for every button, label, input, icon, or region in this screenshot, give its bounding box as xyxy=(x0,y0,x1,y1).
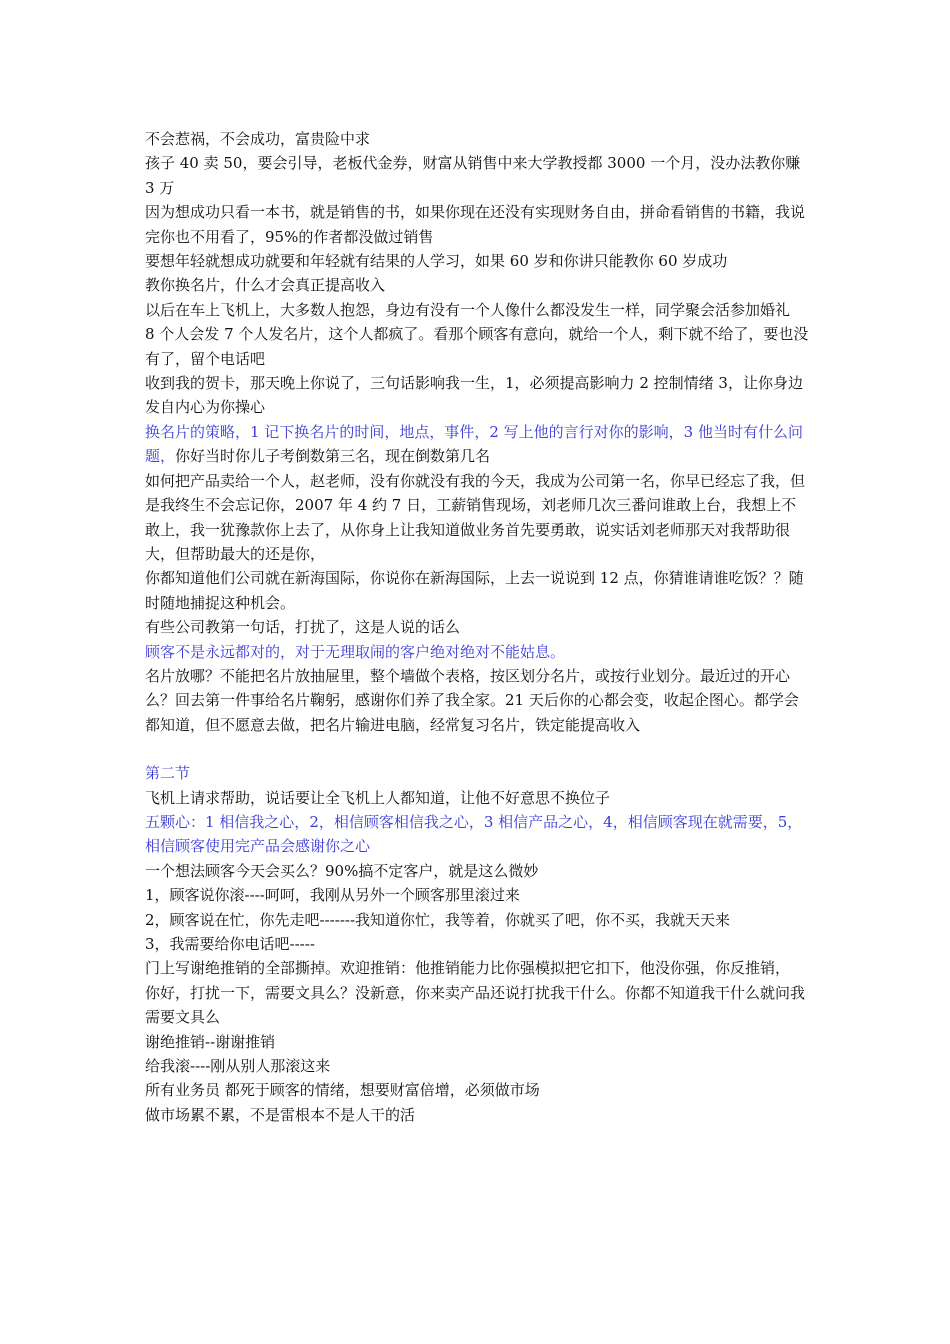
body-text: 以后在车上飞机上，大多数人抱怨，身边有没有一个人像什么都没发生一样，同学聚会活参加婚礼 xyxy=(145,300,791,319)
paragraph xyxy=(145,761,810,785)
paragraph xyxy=(145,1103,810,1127)
body-text: 给我滚----刚从别人那滚这来 xyxy=(145,1057,331,1076)
paragraph xyxy=(145,981,810,1030)
body-text: 8 个人会发 7 个人发名片，这个人都疯了。看那个顾客有意向，就给一个人，剩下就不给了，要也没有了，留个电话吧 xyxy=(145,325,809,368)
paragraph xyxy=(145,786,810,810)
paragraph xyxy=(145,469,810,567)
paragraph xyxy=(145,664,810,737)
paragraph xyxy=(145,932,810,956)
paragraph xyxy=(145,151,810,200)
paragraph xyxy=(145,615,810,639)
body-text: 有些公司教第一句话，打扰了，这是人说的话么 xyxy=(145,618,461,637)
body-text: 要想年轻就想成功就要和年轻就有结果的人学习，如果 60 岁和你讲只能教你 60 岁成功 xyxy=(145,252,728,271)
highlighted-text: 五颗心：1 相信我之心，2，相信顾客相信我之心，3 相信产品之心，4，相信顾客现在就需要，5，相信顾客使用完产品会感谢你之心 xyxy=(145,812,803,856)
paragraph xyxy=(145,371,810,420)
body-text: 孩子 40 卖 50，要会引导，老板代金券，财富从销售中来大学教授都 3000 一个月，没办法教你赚 3 万 xyxy=(145,154,801,197)
paragraph xyxy=(145,908,810,932)
body-text: 飞机上请求帮助，说话要让全飞机上人都知道，让他不好意思不换位子 xyxy=(145,788,611,807)
document-page xyxy=(145,127,810,1127)
body-text: 因为想成功只看一本书，就是销售的书，如果你现在还没有实现财务自由，拼命看销售的书籍，我说完你也不用看了，95%的作者都没做过销售 xyxy=(145,203,806,246)
highlighted-text: 顾客不是永远都对的，对于无理取闹的客户绝对绝对不能姑息。 xyxy=(145,642,566,661)
body-text: 你好，打扰一下，需要文具么？没新意，你来卖产品还说打扰我干什么。你都不知道我干什么就问我需要文具么 xyxy=(145,983,806,1027)
body-text: 2，顾客说在忙，你先走吧-------我知道你忙，我等着，你就买了吧，你不买，我就天天来 xyxy=(145,910,731,929)
paragraph xyxy=(145,1078,810,1102)
body-text: 你都知道他们公司就在新海国际，你说你在新海国际，上去一说说到 12 点，你猜谁请谁吃饭？？随时随地捕捉这种机会。 xyxy=(145,569,804,612)
paragraph xyxy=(145,322,810,371)
paragraph-spacer xyxy=(145,737,810,761)
body-text: 你好当时你儿子考倒数第三名，现在倒数第几名 xyxy=(175,447,491,466)
paragraph xyxy=(145,127,810,151)
body-text: 名片放哪？不能把名片放抽屉里，整个墙做个表格，按区划分名片，或按行业划分。最近过的开心么？回去第一件事给名片鞠躬，感谢你们养了我全家。21 天后你的心都会变，收起企图心。都学会都知道，但不愿意去做，把名片输进电脑，经常复习名片，铁定能提高收入 xyxy=(145,666,799,734)
paragraph xyxy=(145,273,810,297)
body-text: 做市场累不累，不是雷根本不是人干的活 xyxy=(145,1105,416,1124)
body-text: 1，顾客说你滚----呵呵，我刚从另外一个顾客那里滚过来 xyxy=(145,886,520,905)
highlighted-text: 第二节 xyxy=(145,764,191,783)
body-text: 谢绝推销--谢谢推销 xyxy=(145,1032,276,1051)
paragraph xyxy=(145,420,810,469)
paragraph xyxy=(145,810,810,859)
body-text: 收到我的贺卡，那天晚上你说了，三句话影响我一生，1，必须提高影响力 2 控制情绪 3，让你身边发自内心为你操心 xyxy=(145,374,803,417)
paragraph xyxy=(145,1030,810,1054)
paragraph xyxy=(145,883,810,907)
body-text: 如何把产品卖给一个人，赵老师，没有你就没有我的今天，我成为公司第一名，你早已经忘了我，但是我终生不会忘记你，2007 年 4 约 7 日，工薪销售现场，刘老师几次三番问谁敢上台，我想上不敢上，我一犹豫款你上去了，从你身上让我知道做业务首先要勇敢，说实话刘老师那天对我帮助很大，但帮助最大的还是你， xyxy=(145,471,806,563)
body-text: 不会惹祸，不会成功，富贵险中求 xyxy=(145,130,371,148)
paragraph xyxy=(145,566,810,615)
body-text: 教你换名片，什么才会真正提高收入 xyxy=(145,276,386,295)
body-text: 一个想法顾客今天会买么？90%搞不定客户，就是这么微妙 xyxy=(145,861,539,880)
paragraph xyxy=(145,200,810,249)
paragraph xyxy=(145,298,810,322)
paragraph xyxy=(145,1054,810,1078)
body-text: 所有业务员 都死于顾客的情绪，想要财富倍增，必须做市场 xyxy=(145,1081,540,1100)
body-text: 3，我需要给你电话吧----- xyxy=(145,935,315,953)
body-text: 门上写谢绝推销的全部撕掉。欢迎推销：他推销能力比你强模拟把它扣下，他没你强，你反推销， xyxy=(145,959,791,978)
paragraph xyxy=(145,249,810,273)
paragraph xyxy=(145,956,810,980)
paragraph xyxy=(145,859,810,883)
paragraph xyxy=(145,640,810,664)
highlighted-text: 换名片的策略，1 记下换名片的时间，地点，事件，2 写上他的言行对你的影响，3 他当时有什么问题， xyxy=(145,422,803,466)
